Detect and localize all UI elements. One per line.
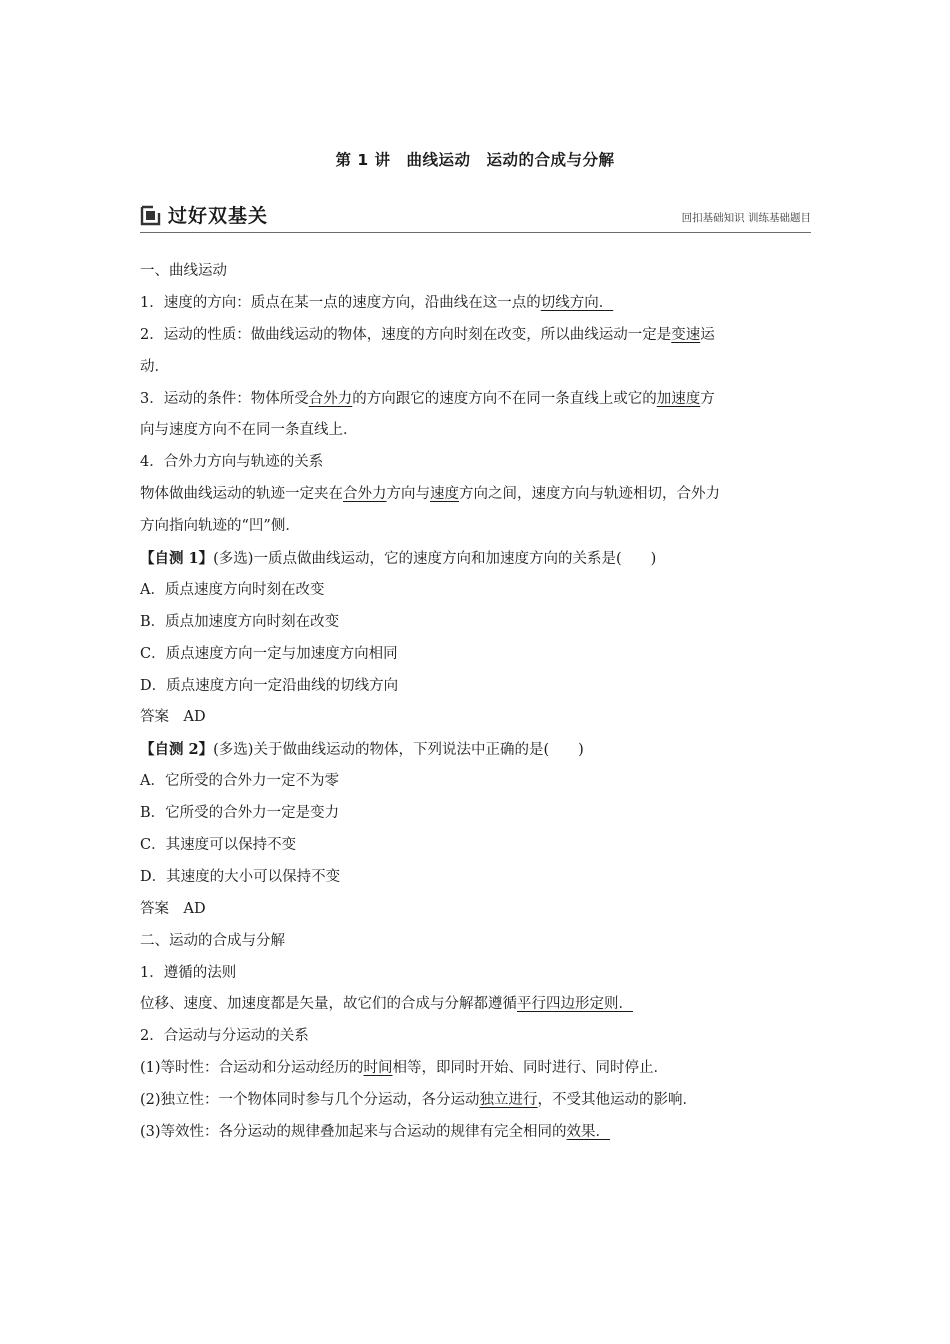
option-b: B．质点加速度方向时刻在改变	[140, 613, 340, 630]
point-motion-nature	[140, 320, 812, 352]
text: 相等，即同时开始、同时进行、同时停止．	[392, 1060, 669, 1077]
page-title: 第 1 讲 曲线运动 运动的合成与分解	[335, 151, 615, 169]
point-relationship: 2．合运动与分运动的关系	[140, 1028, 309, 1045]
fill-blank: 时间	[363, 1060, 393, 1077]
self-test-label: 【自测 1】	[140, 550, 214, 568]
self-test-2-question	[140, 734, 812, 766]
sub-point-independence	[140, 1085, 812, 1117]
option-c: C．其速度可以保持不变	[140, 837, 297, 854]
option-d: D．质点速度方向一定沿曲线的切线方向	[140, 677, 399, 694]
sub-point-equivalence	[140, 1117, 812, 1149]
heading-composition: 二、运动的合成与分解	[140, 932, 285, 949]
point-force-trajectory: 4．合外力方向与轨迹的关系	[140, 454, 324, 471]
text: (1)等时性：合运动和分运动经历的	[140, 1060, 364, 1077]
fill-blank: 平行四边形定则．	[517, 996, 633, 1013]
text: 运	[700, 326, 715, 343]
option-a: A．质点速度方向时刻在改变	[140, 581, 325, 598]
paragraph-line	[140, 479, 812, 511]
sub-point-simultaneity	[140, 1053, 812, 1085]
text: 1．速度的方向：质点在某一点的速度方向，沿曲线在这一点的	[140, 294, 541, 311]
answer: 答案 AD	[140, 709, 206, 726]
text: 的方向跟它的速度方向不在同一条直线上或它的	[352, 390, 657, 407]
section-subtitle: 回扣基础知识 训练基础题目	[681, 212, 811, 224]
text: 2．运动的性质：做曲线运动的物体，速度的方向时刻在改变，所以曲线运动一定是	[140, 326, 672, 343]
text: (多选)关于做曲线运动的物体，下列说法中正确的是( )	[213, 742, 584, 759]
text: 方向与	[386, 486, 430, 503]
fill-blank: 效果．	[566, 1124, 611, 1141]
fill-blank: 变速	[671, 326, 701, 343]
text: (多选)一质点做曲线运动，它的速度方向和加速度方向的关系是( )	[213, 551, 657, 568]
paragraph-line: 方向指向轨迹的“凹”侧．	[140, 518, 300, 535]
answer: 答案 AD	[140, 900, 206, 917]
section-title: 过好双基关	[168, 205, 269, 227]
option-d: D．其速度的大小可以保持不变	[140, 868, 341, 885]
self-test-1-question	[140, 543, 812, 575]
fill-blank: 独立进行	[479, 1092, 538, 1109]
option-a: A．它所受的合外力一定不为零	[140, 773, 339, 790]
heading-curvilinear-motion: 一、曲线运动	[140, 263, 227, 279]
text: (3)等效性：各分运动的规律叠加起来与合运动的规律有完全相同的	[140, 1124, 567, 1141]
text: (2)独立性：一个物体同时参与几个分运动，各分运动	[140, 1092, 480, 1109]
text: 方	[700, 390, 715, 407]
self-test-label: 【自测 2】	[140, 741, 214, 759]
option-c: C．质点速度方向一定与加速度方向相同	[140, 645, 398, 662]
document-body	[140, 256, 812, 1149]
point-motion-condition	[140, 384, 812, 416]
fill-blank: 速度	[430, 486, 459, 503]
section-header	[140, 200, 811, 233]
fill-blank: 合外力	[343, 486, 387, 503]
text: 位移、速度、加速度都是矢量，故它们的合成与分解都遵循	[140, 996, 517, 1013]
point-velocity-direction	[140, 288, 812, 320]
text: 方向之间，速度方向与轨迹相切，合外力	[459, 486, 720, 503]
fill-blank: 加速度	[656, 390, 701, 407]
point-rule: 1．遵循的法则	[140, 964, 237, 981]
text: ，不受其他运动的影响．	[537, 1092, 698, 1109]
text: 物体做曲线运动的轨迹一定夹在	[140, 486, 343, 503]
option-b: B．它所受的合外力一定是变力	[140, 805, 340, 822]
bracket-square-icon	[140, 204, 162, 226]
text: 3．运动的条件：物体所受	[140, 390, 309, 407]
fill-blank: 切线方向．	[540, 294, 614, 311]
paragraph-line: 动．	[140, 358, 169, 375]
paragraph-line	[140, 989, 812, 1021]
paragraph-line: 向与速度方向不在同一条直线上．	[140, 422, 358, 439]
fill-blank: 合外力	[308, 390, 353, 407]
